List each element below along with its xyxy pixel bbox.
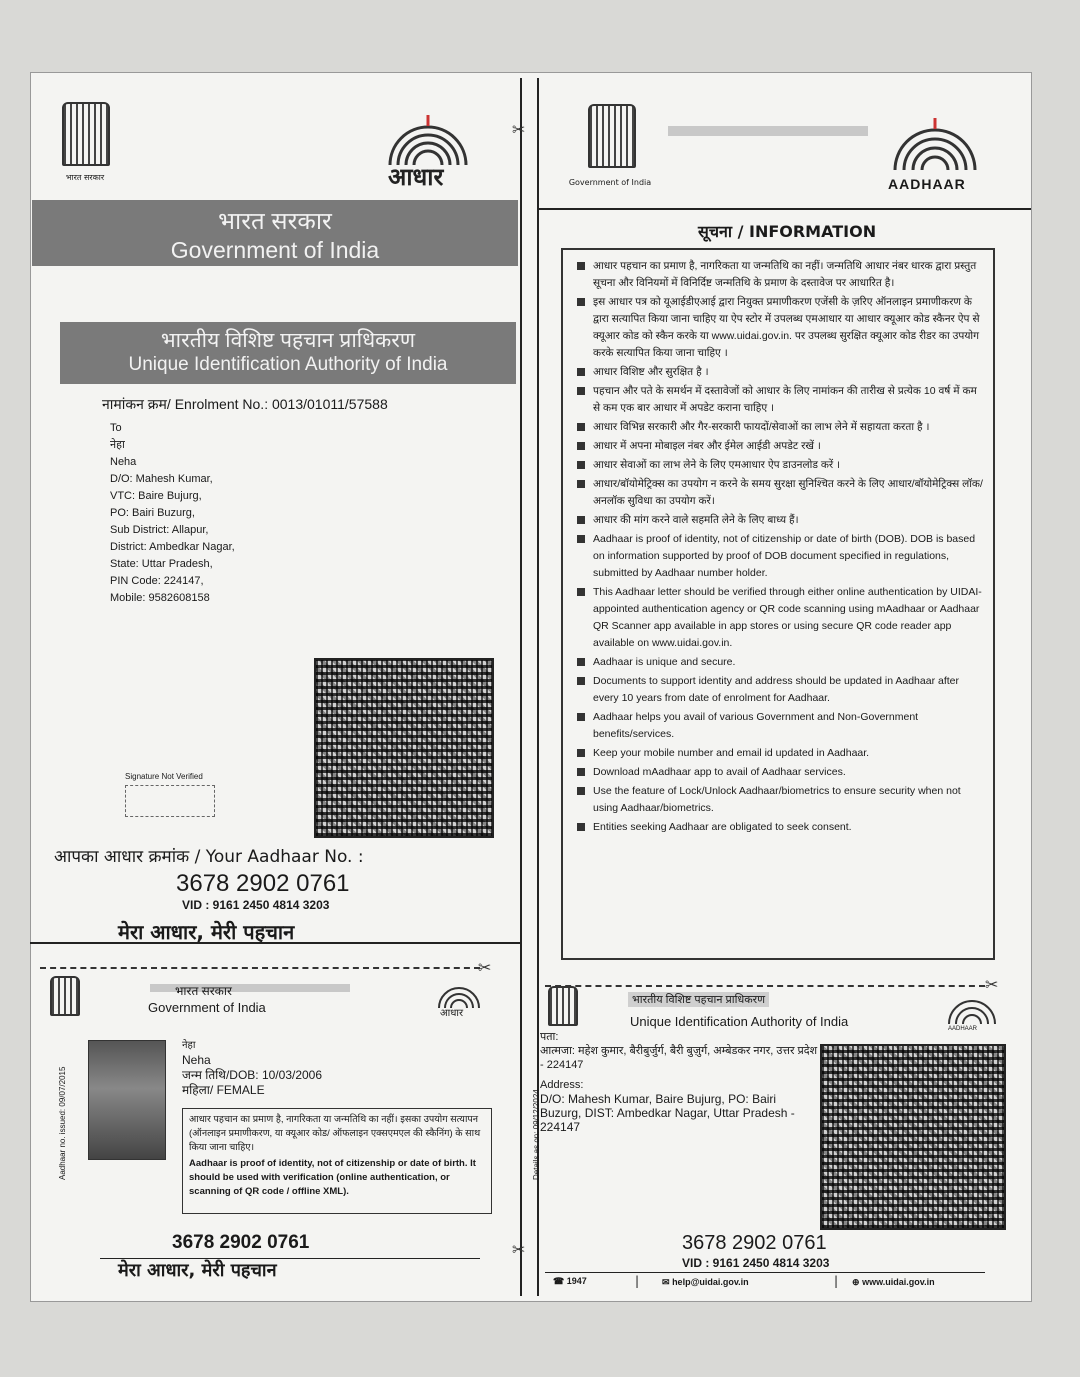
details-date-vertical: Details as on: 09/12/2024 <box>532 1089 541 1180</box>
scissors-icon: ✂ <box>478 958 492 977</box>
aadhaar-logo-text: AADHAAR <box>888 176 966 192</box>
cut-line-right <box>545 985 985 987</box>
aadhaar-number: 3678 2902 0761 <box>176 870 350 897</box>
email-address: help@uidai.gov.in <box>672 1277 749 1287</box>
footer-divider <box>545 1272 985 1273</box>
card-aadhaar-number: 3678 2902 0761 <box>172 1232 310 1253</box>
address-label-hindi: पता: <box>540 1031 559 1043</box>
info-item: पहचान और पते के समर्थन में दस्तावेजों को आधार के लिए नामांकन की तारीख से प्रत्येक 10 वर्ष में कम से कम एक बार आधार में अपडेट कराना चाहिए । <box>573 383 985 417</box>
gov-english: Government of India <box>170 237 380 263</box>
address-line: PIN Code: 224147, <box>110 575 204 587</box>
name-english: Neha <box>182 1053 211 1067</box>
national-emblem-icon <box>62 102 110 166</box>
notice-english: Aadhaar is proof of identity, not of citizenship or date of birth. It should be used with verification (online authentication, or scanning of QR code / offline XML). <box>189 1158 476 1197</box>
date-of-birth: जन्म तिथि/DOB: 10/03/2006 <box>182 1068 323 1082</box>
info-item: आधार विशिष्ट और सुरक्षित है । <box>573 364 985 381</box>
issued-date-vertical: Aadhaar no. issued: 09/07/2015 <box>58 1066 67 1180</box>
uidai-english: Unique Identification Authority of India <box>128 354 448 375</box>
address-line: Sub District: Allapur, <box>110 524 209 536</box>
signature-block <box>125 772 215 817</box>
name-hindi: नेहा <box>182 1040 196 1051</box>
tagline: मेरा आधार, मेरी पहचान <box>118 920 295 944</box>
holder-photo <box>88 1040 166 1160</box>
info-item: Documents to support identity and address should be updated in Aadhaar after every 10 years from date of enrolment for Aadhaar. <box>573 673 985 707</box>
address-line: State: Uttar Pradesh, <box>110 558 213 570</box>
card-back-aadhaar-number: 3678 2902 0761 <box>682 1232 827 1254</box>
information-box <box>561 248 995 960</box>
address-hindi: आत्मजा: महेश कुमार, बैरीबुर्जुर्ग, बैरी बुज़ुर्ग, अम्बेडकर नगर, उत्तर प्रदेश - 224147 <box>540 1045 818 1071</box>
cut-line-left <box>40 967 480 969</box>
address-line: Mobile: 9582608158 <box>110 592 210 604</box>
notice-hindi: आधार पहचान का प्रमाण है, नागरिकता या जन्मतिथि का नहीं। इसका उपयोग सत्यापन (ऑनलाइन प्रमाणीकरण, या क्यूआर कोड/ ऑफलाइन एक्सएमएल की स्कैनिंग) के साथ किया जाना चाहिए। <box>189 1114 481 1153</box>
phone-number: 1947 <box>566 1276 587 1286</box>
enrolment-number <box>102 395 388 414</box>
info-item: आधार पहचान का प्रमाण है, नागरिकता या जन्मतिथि का नहीं। जन्मतिथि आधार नंबर धारक द्वारा प्रस्तुत सूचना और विनियमों में विनिर्दिष्ट जन्मतिथि के प्रमाण के दस्तावेज पर आधारित है। <box>573 258 985 292</box>
card-notice-box <box>182 1108 492 1214</box>
address-line: PO: Bairi Buzurg, <box>110 507 195 519</box>
info-item: आधार विभिन्न सरकारी और गैर-सरकारी फायदों/सेवाओं का लाभ लेने में सहायता करता है । <box>573 419 985 436</box>
scissors-icon: ✂ <box>985 975 999 994</box>
uidai-hindi: भारतीय विशिष्ट पहचान प्राधिकरण <box>160 329 416 352</box>
redacted-strip <box>668 126 868 136</box>
gender: महिला/ FEMALE <box>182 1083 265 1097</box>
card-gov-hindi: भारत सरकार <box>175 984 232 998</box>
globe-icon: ⊕ <box>852 1277 860 1287</box>
website-url: www.uidai.gov.in <box>862 1277 935 1287</box>
card-back-vid: VID : 9161 2450 4814 3203 <box>682 1256 830 1270</box>
enrolment-value: 0013/01011/57588 <box>271 396 388 412</box>
address-line: VTC: Baire Bujurg, <box>110 490 202 502</box>
info-item: आधार/बॉयोमेट्रिक्स का उपयोग न करने के समय सुरक्षा सुनिश्चित करने के लिए आधार/बॉयोमेट्रिक्स लॉक/अनलॉक सुविधा का उपयोग करें। <box>573 476 985 510</box>
info-item: इस आधार पत्र को यूआईडीएआई द्वारा नियुक्त प्रमाणीकरण एजेंसी के ज़रिए ऑनलाइन प्रमाणीकरण के द्वारा सत्यापित किया जाना चाहिए या ऐप स्टोर में उपलब्ध एमआधार या आधार क्यूआर कोड स्कैनर ऐप से क्यूआर कोड को स्कैन करके या www.uidai.gov.in. पर उपलब्ध सुरक्षित क्यूआर कोड रीडर का उपयोग करके सत्यापित किया जाना चाहिए । <box>573 294 985 362</box>
recipient-address <box>110 420 235 607</box>
card-gov-english: Government of India <box>148 1000 266 1015</box>
government-banner <box>32 200 518 266</box>
national-emblem-icon <box>50 976 80 1016</box>
info-item: Download mAadhaar app to avail of Aadhaar services. <box>573 764 985 781</box>
email-icon: ✉ <box>662 1277 670 1287</box>
card-tagline: मेरा आधार, मेरी पहचान <box>118 1260 277 1281</box>
footer-separator: | <box>834 1274 839 1288</box>
footer-separator: | <box>635 1274 640 1288</box>
emblem-caption: Government of India <box>568 178 652 187</box>
info-item: Keep your mobile number and email id updated in Aadhaar. <box>573 745 985 762</box>
card-logo-text: आधार <box>440 1008 464 1019</box>
address-line: नेहा <box>110 439 125 451</box>
enrolment-label: नामांकन क्रम/ Enrolment No.: <box>102 396 269 412</box>
card-back-address <box>540 1030 820 1134</box>
info-title: सूचना / INFORMATION <box>698 222 877 241</box>
holder-details <box>182 1038 322 1098</box>
info-item: Aadhaar is unique and secure. <box>573 654 985 671</box>
uidai-banner <box>60 322 516 384</box>
vid-number: VID : 9161 2450 4814 3203 <box>182 898 330 912</box>
card-uidai-english: Unique Identification Authority of India <box>630 1014 849 1029</box>
emblem-caption: भारत सरकार <box>65 173 105 182</box>
national-emblem-icon <box>548 986 578 1026</box>
info-item: आधार में अपना मोबाइल नंबर और ईमेल आईडी अपडेट रखें । <box>573 438 985 455</box>
info-item: This Aadhaar letter should be verified through either online authentication by UIDAI-appointed authentication agency or QR code scanning using mAadhaar or Aadhaar QR Scanner app available in app stores or using secure QR code reader app available on www.uidai.gov.in. <box>573 584 985 652</box>
national-emblem-icon <box>588 104 636 168</box>
card-qr-code <box>820 1044 1006 1230</box>
website-contact <box>852 1277 935 1288</box>
signature-stamp <box>125 785 215 817</box>
info-item: आधार सेवाओं का लाभ लेने के लिए एमआधार ऐप डाउनलोड करें । <box>573 457 985 474</box>
aadhaar-logo-icon <box>945 996 999 1026</box>
address-line: D/O: Mahesh Kumar, <box>110 473 213 485</box>
gov-hindi: भारत सरकार <box>218 208 332 235</box>
info-item: आधार की मांग करने वाले सहमति लेने के लिए बाध्य हैं। <box>573 512 985 529</box>
info-item: Entities seeking Aadhaar are obligated to seek consent. <box>573 819 985 836</box>
address-english: D/O: Mahesh Kumar, Baire Bujurg, PO: Bairi Buzurg, DIST: Ambedkar Nagar, Uttar Pradesh - 224147 <box>540 1092 795 1134</box>
aadhaar-logo-text: आधार <box>388 163 444 191</box>
info-item: Aadhaar helps you avail of various Government and Non-Government benefits/services. <box>573 709 985 743</box>
address-line: District: Ambedkar Nagar, <box>110 541 235 553</box>
address-label-english: Address: <box>540 1079 584 1091</box>
info-item: Use the feature of Lock/Unlock Aadhaar/biometrics to ensure security when not using Aadhaar/biometrics. <box>573 783 985 817</box>
card-uidai-hindi: भारतीय विशिष्ट पहचान प्राधिकरण <box>628 992 769 1007</box>
card-back-logo-text: AADHAAR <box>948 1026 978 1032</box>
aadhaar-number-label: आपका आधार क्रमांक / Your Aadhaar No. : <box>54 847 364 867</box>
aadhaar-logo-icon <box>885 112 985 174</box>
address-line: Neha <box>110 456 137 468</box>
header-divider-right <box>537 208 1031 210</box>
address-line: To <box>110 422 122 434</box>
scissors-icon: ✂ <box>512 120 526 139</box>
email-contact <box>662 1277 749 1288</box>
signature-status: Signature Not Verified <box>125 772 203 781</box>
scissors-icon: ✂ <box>512 1240 526 1259</box>
phone-icon: ☎ <box>553 1276 565 1286</box>
helpline <box>553 1276 587 1287</box>
info-item: Aadhaar is proof of identity, not of citizenship or date of birth (DOB). DOB is based on information supported by proof of DOB document specified in regulations, submitted by Aadhaar number holder. <box>573 531 985 582</box>
center-cut-line <box>520 78 522 1296</box>
qr-code <box>314 658 494 838</box>
